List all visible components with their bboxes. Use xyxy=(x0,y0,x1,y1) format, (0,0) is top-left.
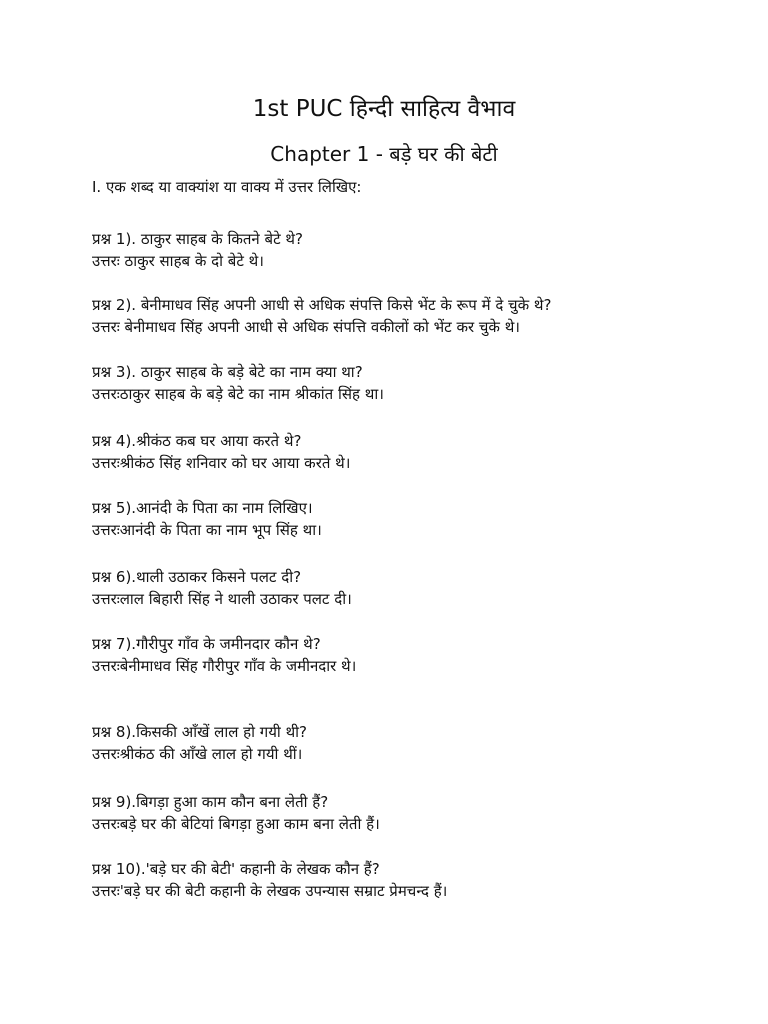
qa-item xyxy=(92,361,752,405)
answer-text: उत्तरःठाकुर साहब के बड़े बेटे का नाम श्रीकांत सिंह था। xyxy=(92,385,384,403)
section-instruction: I. एक शब्द या वाक्यांश या वाक्य में उत्तर लिखिए: xyxy=(92,178,362,196)
qa-item xyxy=(92,430,752,474)
answer-text: उत्तरः ठाकुर साहब के दो बेटे थे। xyxy=(92,252,264,270)
answer-text: उत्तरःबेनीमाधव सिंह गौरीपुर गाँव के जमीनदार थे। xyxy=(92,657,357,675)
answer-text: उत्तरःबड़े घर की बेटियां बिगड़ा हुआ काम बना लेती हैं। xyxy=(92,815,380,833)
page-title: 1st PUC हिन्दी साहित्य वैभाव xyxy=(252,96,516,122)
qa-item xyxy=(92,294,752,338)
question-text: प्रश्न 1). ठाकुर साहब के कितने बेटे थे? xyxy=(92,230,303,248)
question-text: प्रश्न 5).आनंदी के पिता का नाम लिखिए। xyxy=(92,499,313,517)
qa-item xyxy=(92,228,752,272)
question-text: प्रश्न 3). ठाकुर साहब के बड़े बेटे का नाम क्या था? xyxy=(92,363,363,381)
answer-text: उत्तरःआनंदी के पिता का नाम भूप सिंह था। xyxy=(92,521,322,539)
question-text: प्रश्न 7).गौरीपुर गाँव के जमीनदार कौन थे? xyxy=(92,635,321,653)
question-text: प्रश्न 2). बेनीमाधव सिंह अपनी आधी से अधिक संपत्ति किसे भेंट के रूप में दे चुके थे? xyxy=(92,296,552,314)
qa-item xyxy=(92,721,752,765)
answer-text: उत्तरःश्रीकंठ की आँखे लाल हो गयी थीं। xyxy=(92,745,303,763)
question-text: प्रश्न 6).थाली उठाकर किसने पलट दी? xyxy=(92,568,302,586)
question-text: प्रश्न 10).'बड़े घर की बेटी' कहानी के लेखक कौन हैं? xyxy=(92,860,380,878)
answer-text: उत्तरः'बड़े घर की बेटी कहानी के लेखक उपन्यास सम्राट प्रेमचन्द हैं। xyxy=(92,882,448,900)
question-text: प्रश्न 4).श्रीकंठ कब घर आया करते थे? xyxy=(92,432,302,450)
qa-item xyxy=(92,566,752,610)
qa-item xyxy=(92,497,752,541)
qa-item xyxy=(92,633,752,677)
answer-text: उत्तरःश्रीकंठ सिंह शनिवार को घर आया करते थे। xyxy=(92,454,351,472)
qa-item xyxy=(92,858,752,902)
answer-text: उत्तरः बेनीमाधव सिंह अपनी आधी से अधिक संपत्ति वकीलों को भेंट कर चुके थे। xyxy=(92,318,520,336)
chapter-title: Chapter 1 - बड़े घर की बेटी xyxy=(270,142,498,166)
question-text: प्रश्न 8).किसकी आँखें लाल हो गयी थी? xyxy=(92,723,307,741)
qa-item xyxy=(92,791,752,835)
question-text: प्रश्न 9).बिगड़ा हुआ काम कौन बना लेती हैं? xyxy=(92,793,329,811)
answer-text: उत्तरःलाल बिहारी सिंह ने थाली उठाकर पलट दी। xyxy=(92,590,352,608)
